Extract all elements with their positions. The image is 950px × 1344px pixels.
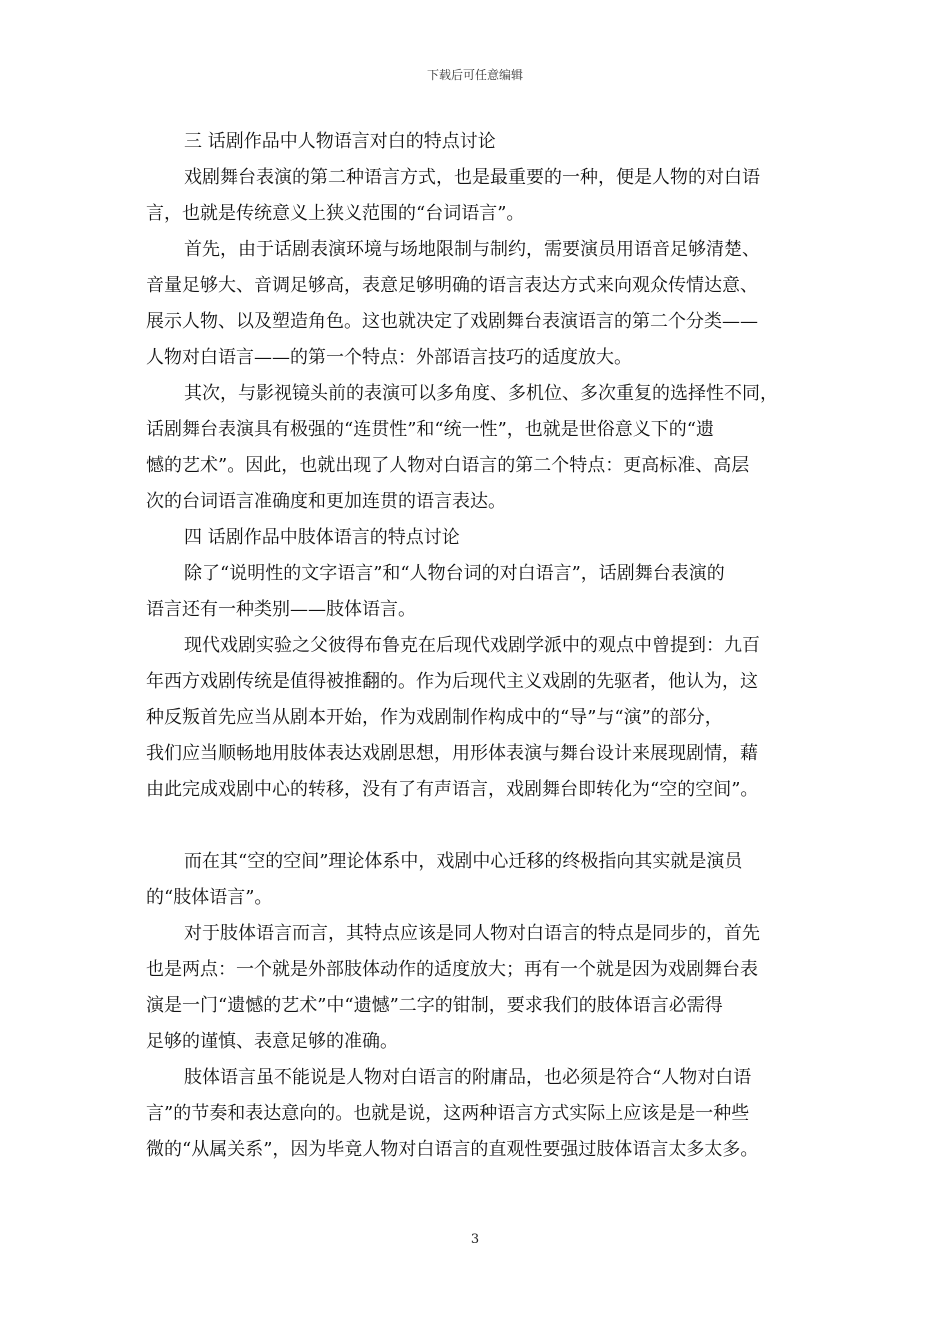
paragraph-line: 言”的节奏和表达意向的。也就是说，这两种语言方式实际上应该是是一种些 — [146, 1103, 750, 1124]
document-body — [146, 124, 808, 1168]
paragraph-line: 憾的艺术”。因此，也就出现了人物对白语言的第二个特点：更高标准、高层 — [146, 455, 750, 476]
paragraph-line: 语言还有一种类别——肢体语言。 — [146, 599, 416, 620]
paragraph-line: 我们应当顺畅地用肢体表达戏剧思想，用形体表演与舞台设计来展现剧情，藉 — [146, 743, 758, 764]
paragraph-line: 人物对白语言——的第一个特点：外部语言技巧的适度放大。 — [146, 347, 632, 368]
paragraph-line: 由此完成戏剧中心的转移，没有了有声语言，戏剧舞台即转化为“空的空间”。 — [146, 779, 759, 800]
paragraph-line: 现代戏剧实验之父彼得布鲁克在后现代戏剧学派中的观点中曾提到：九百 — [184, 635, 760, 656]
blank-line — [146, 808, 808, 844]
paragraph-line: 言，也就是传统意义上狭义范围的“台词语言”。 — [146, 203, 525, 224]
paragraph-line: 其次，与影视镜头前的表演可以多角度、多机位、多次重复的选择性不同， — [184, 383, 778, 404]
paragraph-line: 对于肢体语言而言，其特点应该是同人物对白语言的特点是同步的，首先 — [184, 923, 760, 944]
section-heading-4: 四 话剧作品中肢体语言的特点讨论 — [184, 527, 460, 548]
paragraph-line: 戏剧舞台表演的第二种语言方式，也是最重要的一种，便是人物的对白语 — [184, 167, 760, 188]
paragraph-line: 种反叛首先应当从剧本开始，作为戏剧制作构成中的“导”与“演”的部分， — [146, 707, 723, 728]
paragraph-line: 足够的谨慎、表意足够的准确。 — [146, 1031, 398, 1052]
paragraph-line: 首先，由于话剧表演环境与场地限制与制约，需要演员用语音足够清楚、 — [184, 239, 760, 260]
paragraph-line: 展示人物、以及塑造角色。这也就决定了戏剧舞台表演语言的第二个分类—— — [146, 311, 758, 332]
section-heading-3: 三 话剧作品中人物语言对白的特点讨论 — [184, 131, 496, 152]
page-number: 3 — [470, 1232, 480, 1247]
paragraph-line: 而在其“空的空间”理论体系中，戏剧中心迁移的终极指向其实就是演员 — [184, 851, 743, 872]
paragraph-line: 除了“说明性的文字语言”和“人物台词的对白语言”，话剧舞台表演的 — [184, 563, 725, 584]
page-header: 下载后可任意编辑 — [426, 68, 523, 82]
paragraph-line: 肢体语言虽不能说是人物对白语言的附庸品，也必须是符合“人物对白语 — [184, 1067, 752, 1088]
paragraph-line: 音量足够大、音调足够高，表意足够明确的语言表达方式来向观众传情达意、 — [146, 275, 758, 296]
paragraph-line: 话剧舞台表演具有极强的“连贯性”和“统一性”，也就是世俗意义下的“遗 — [146, 419, 715, 440]
paragraph-line: 年西方戏剧传统是值得被推翻的。作为后现代主义戏剧的先驱者，他认为，这 — [146, 671, 758, 692]
paragraph-line: 的“肢体语言”。 — [146, 887, 273, 908]
paragraph-line: 也是两点：一个就是外部肢体动作的适度放大；再有一个就是因为戏剧舞台表 — [146, 959, 758, 980]
paragraph-line: 微的“从属关系”，因为毕竟人物对白语言的直观性要强过肢体语言太多太多。 — [146, 1139, 759, 1160]
paragraph-line: 次的台词语言准确度和更加连贯的语言表达。 — [146, 491, 506, 512]
paragraph-line: 演是一门“遗憾的艺术”中“遗憾”二字的钳制，要求我们的肢体语言必需得 — [146, 995, 723, 1016]
